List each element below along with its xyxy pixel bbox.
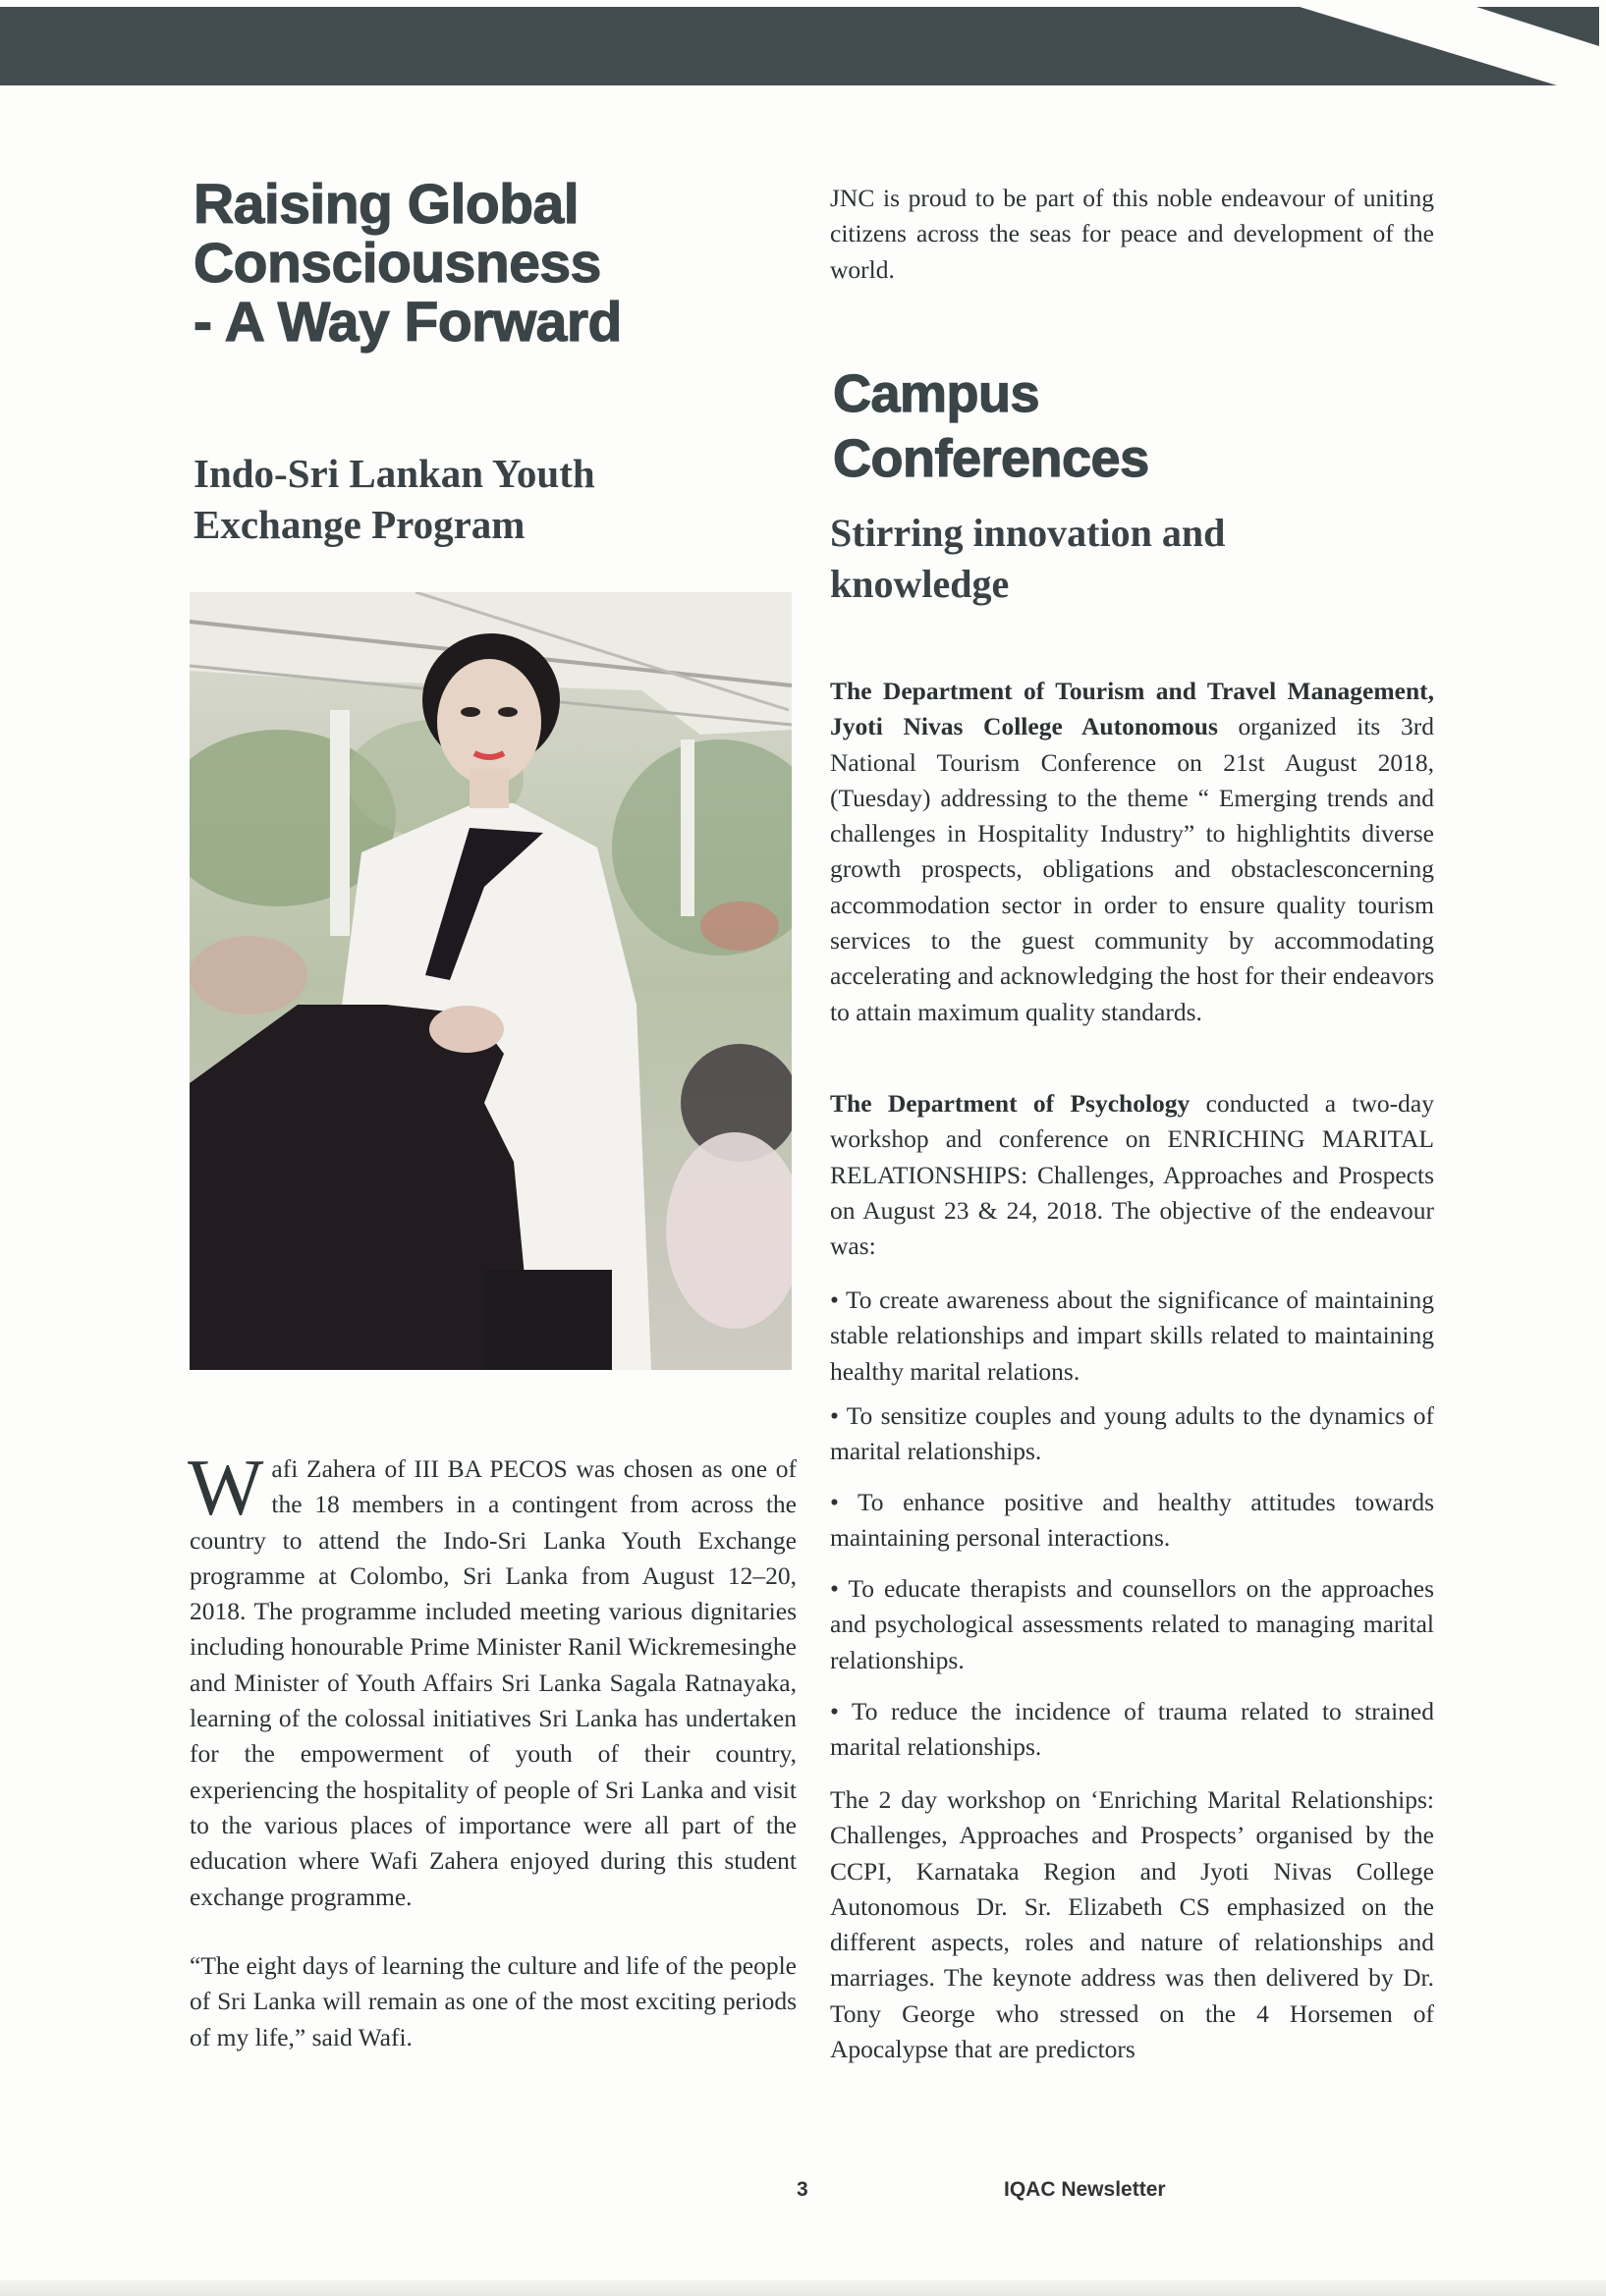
student-photo: [190, 592, 792, 1370]
subhead-stirring-innovation: [830, 508, 1225, 610]
dark-blazer: [190, 1005, 533, 1370]
subhead-line: Stirring innovation and: [830, 511, 1226, 555]
psychology-department-name: The Department of Psychology: [830, 1089, 1191, 1118]
psychology-text: conducted a two-day workshop and conference on ENRICHING MARITAL RELATIONSHIPS: Challenges, Approaches and Prospects on August 23 & 24, 2018. The objective of the endeavour was:: [830, 1089, 1434, 1261]
headline-line: Consciousness: [194, 232, 601, 295]
scan-edge: [0, 2280, 1606, 2296]
headline-campus-conferences: [833, 361, 1149, 491]
objective-item: • To create awareness about the significance of maintaining stable relationships and impart skills related to maintaining healthy marital relations.: [830, 1285, 1434, 1386]
paragraph-text: afi Zahera of III BA PECOS was chosen as one of the 18 members in a contingent from across the country to attend the Indo-Sri Lanka Youth Exchange programme at Colombo, Sri Lanka from August 12–20, 2018. The programme included meeting various dignitaries including honourable Prime Minister Ranil Wickremesinghe and Minister of Youth Affairs Sri Lanka Sagala Ratnayaka, learning of the colossal initiatives Sri Lanka has undertaken for the empowerment of youth of their country, experiencing the hospitality of people of Sri Lanka and visit to the various places of importance were all part of the education where Wafi Zahera enjoyed during this student exchange programme.: [190, 1454, 797, 1911]
intro-paragraph: JNC is proud to be part of this noble endeavour of uniting citizens across the seas for peace and development of the world.: [830, 184, 1434, 284]
tourism-text: organized its 3rd National Tourism Conference on 21st August 2018, (Tuesday) addressing to the theme “ Emerging trends and challenges in Hospitality Industry” to highlightits diverse growth prospects, obligations and obstaclesconcerning accommodation sector in order to ensure quality tourism services to the guest community by accommodating accelerating and acknowledging the host for their endeavors to attain maximum quality standards.: [830, 712, 1434, 1026]
tourism-department-name: The Department of Tourism and Travel Management, Jyoti Nivas College Autonomous: [830, 677, 1434, 741]
header-banner: [0, 0, 1606, 93]
workshop-paragraph: The 2 day workshop on ‘Enriching Marital Relationships: Challenges, Approaches and Prospects’ organised by the CCPI, Karnataka Region and Jyoti Nivas College Autonomous Dr. Sr. Elizabeth CS emphasized on the different aspects, roles and nature of relationships and marriages. The keynote address was then delivered by Dr. Tony George who stressed on the 4 Horsemen of Apocalypse that are predictors: [830, 1785, 1434, 2064]
subhead-line: knowledge: [830, 562, 1010, 606]
tourism-paragraph: [830, 674, 1434, 1030]
dropcap: W: [188, 1443, 264, 1532]
objective-item: • To reduce the incidence of trauma related to strained marital relationships.: [830, 1697, 1434, 1762]
face: [437, 659, 541, 785]
objective-item: • To sensitize couples and young adults to the dynamics of marital relationships.: [830, 1401, 1434, 1466]
psychology-paragraph: [830, 1086, 1434, 1264]
headline-line: Raising Global: [194, 173, 580, 236]
headline-line: Conferences: [833, 429, 1149, 488]
banner-corner-triangle: [1476, 7, 1599, 46]
objective-item: • To enhance positive and healthy attitudes towards maintaining personal interactions.: [830, 1488, 1434, 1553]
page-number: 3: [797, 2178, 808, 2201]
article-paragraph: [188, 1443, 797, 1915]
headline-line: Campus: [833, 364, 1040, 423]
publication-name: IQAC Newsletter: [1004, 2178, 1166, 2201]
subhead-line: Indo-Sri Lankan Youth: [194, 451, 595, 496]
banner-band: [0, 7, 1557, 85]
quote-paragraph: “The eight days of learning the culture and life of the people of Sri Lanka will remain as one of the most exciting periods of my life,” said Wafi.: [190, 1951, 797, 2051]
headline-line: - A Way Forward: [194, 291, 622, 354]
subhead-line: Exchange Program: [194, 502, 526, 547]
headline-raising-global-consciousness: [194, 175, 622, 352]
objective-item: • To educate therapists and counsellors on the approaches and psychological assessments related to managing marital relationships.: [830, 1574, 1434, 1674]
hand: [429, 1006, 504, 1053]
subhead-youth-exchange: [194, 448, 595, 550]
